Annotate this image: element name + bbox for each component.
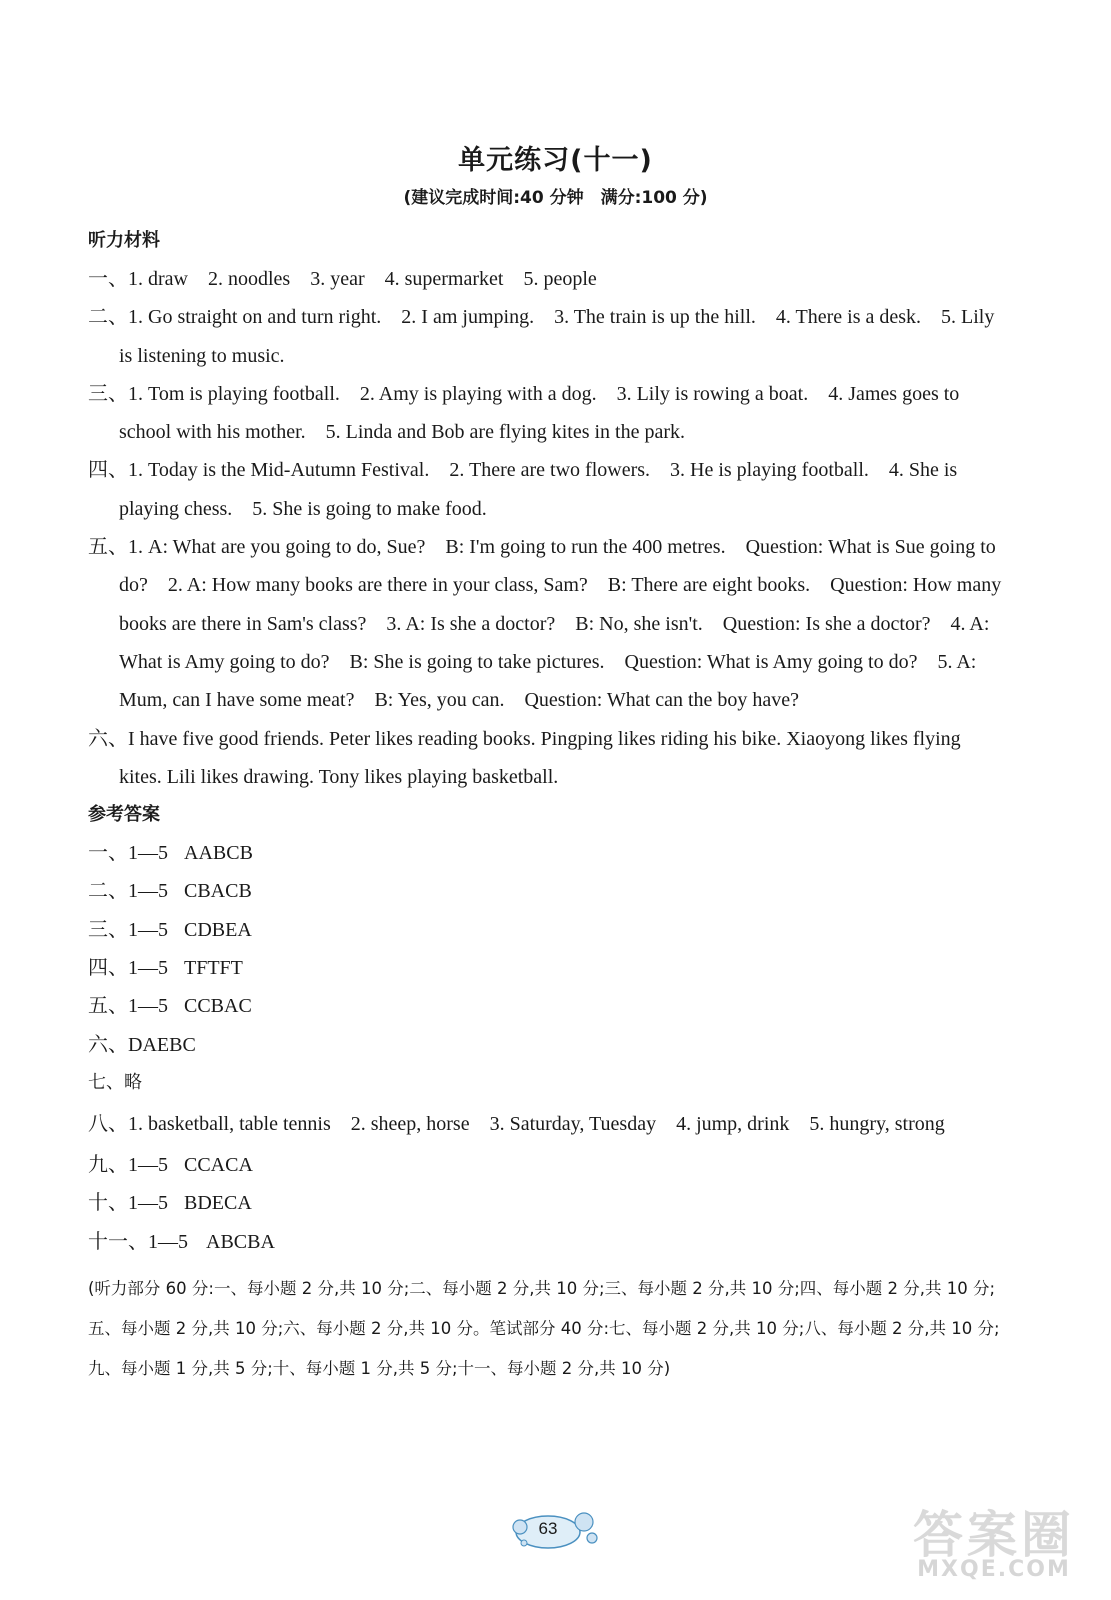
answer-label: 一、1—5 — [88, 842, 168, 865]
answer-label: 四、1—5 — [88, 957, 168, 980]
answer-value: CDBEA — [184, 918, 252, 941]
listening-section-3: 三、1. Tom is playing football. 2. Amy is playing with a dog. 3. Lily is rowing a boat. 4. James goes to school with his mother. 5. Linda and Bob are flying kites in the park. — [88, 382, 960, 444]
listening-section-4: 四、1. Today is the Mid-Autumn Festival. 2. There are two flowers. 3. He is playing football. 4. She is playing chess. 5. She is going to make food. — [88, 459, 958, 520]
page-number-badge — [512, 1507, 598, 1557]
page-subtitle: (建议完成时间:40 分钟 满分:100 分) — [403, 188, 708, 208]
answer-row — [88, 911, 1008, 949]
answer-label: 九、1—5 — [88, 1153, 168, 1176]
answer-row — [88, 1184, 1008, 1222]
listening-section-1: 一、1. draw 2. noodles 3. year 4. supermarket 5. people — [88, 268, 597, 290]
page-number: 63 — [538, 1519, 558, 1538]
answer-six: 六、DAEBC — [88, 1033, 196, 1056]
answer-row — [88, 1223, 1008, 1261]
listening-section-2: 二、1. Go straight on and turn right. 2. I am jumping. 3. The train is up the hill. 4. There is a desk. 5. Lily is listening to music. — [88, 306, 995, 367]
answer-seven: 七、略 — [88, 1071, 142, 1093]
answer-label: 十一、1—5 — [88, 1230, 188, 1253]
watermark-domain: MXQE.COM — [917, 1557, 1071, 1582]
listening-section-6: 六、I have five good friends. Peter likes reading books. Pingping likes riding his bike. Xiaoyong likes flying kites. Lili likes drawing. Tony likes playing basketball. — [88, 727, 961, 788]
page-title: 单元练习(十一) — [458, 145, 653, 176]
answer-label: 五、1—5 — [88, 995, 168, 1018]
answer-row — [88, 987, 1008, 1025]
answer-value: CBACB — [184, 880, 252, 903]
answer-row — [88, 872, 1008, 910]
answer-value: ABCBA — [206, 1230, 275, 1253]
answer-value: BDECA — [184, 1192, 252, 1215]
scoring-note: (听力部分 60 分:一、每小题 2 分,共 10 分;二、每小题 2 分,共 10 分;三、每小题 2 分,共 10 分;四、每小题 2 分,共 10 分;五、每小题 2 分,共 10 分;六、每小题 2 分,共 10 分。笔试部分 40 分:七、每小题 2 分,共 10 分;八、每小题 2 分,共 10 分;九、每小题 1 分,共 5 分;十、每小题 1 分,共 5 分;十一、每小题 2 分,共 10 分) — [88, 1278, 1000, 1378]
content — [88, 222, 1008, 1389]
answer-label: 三、1—5 — [88, 918, 168, 941]
answer-value: AABCB — [184, 842, 253, 865]
watermark — [884, 1495, 1104, 1595]
listening-section-5: 五、1. A: What are you going to do, Sue? B: I'm going to run the 400 metres. Question: What is Sue going to do? 2. A: How many books are there in your class, Sam? B: There are eight books. Question: How many books are there in Sam's class? 3. A: Is she a doctor? B: No, she isn't. Question: Is she a doctor? 4. A: What is Amy going to do? B: She is going to take pictures. Question: What is Amy going to do? 5. A: Mum, can I have some meat? B: Yes, you can. Question: What can the boy have? — [88, 536, 1002, 712]
answer-eight: 八、1. basketball, table tennis 2. sheep, horse 3. Saturday, Tuesday 4. jump, drink 5. hungry, strong — [88, 1112, 945, 1135]
answer-value: TFTFT — [184, 957, 243, 980]
answer-row — [88, 834, 1008, 872]
answer-label: 十、1—5 — [88, 1192, 168, 1215]
answers-heading: 参考答案 — [88, 804, 160, 826]
answer-value: CCBAC — [184, 995, 252, 1018]
answer-row — [88, 949, 1008, 987]
answer-label: 二、1—5 — [88, 880, 168, 903]
listening-heading: 听力材料 — [88, 230, 160, 251]
watermark-logo: 答案圈 — [913, 1506, 1075, 1564]
answer-row — [88, 1146, 1008, 1184]
answer-value: CCACA — [184, 1153, 253, 1176]
